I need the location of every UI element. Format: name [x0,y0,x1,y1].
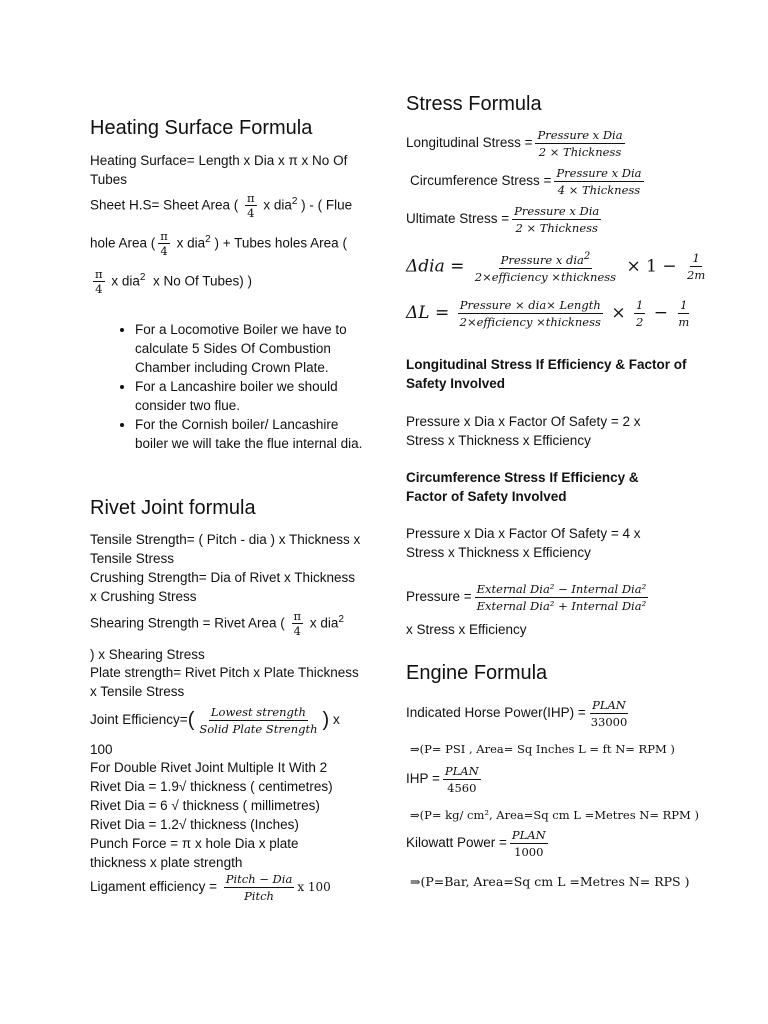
rivet-joint-title: Rivet Joint formula [90,497,256,519]
sheet-hs-prefix: Sheet H.S= Sheet Area ( [90,197,239,213]
plate-strength: Plate strength= Rivet Pitch x Plate Thickness x Tensile Stress [90,665,359,699]
kilowatt-fraction: $\frac{\text{PLAN}}{1000}$ [511,828,546,859]
ihp-metric-fraction: $\frac{\text{PLAN}}{4560}$ [444,764,479,795]
heating-surface-title: Heating Surface Formula [90,117,313,139]
shearing-strength-suffix: ) x Shearing Stress [90,647,205,662]
kilowatt-units-note: ⇒(P=Bar, Area=Sq cm L =Metres N= RPS ) [410,874,690,889]
pressure-fraction: $\frac{\text{External Dia² − Internal Dia²}}{\text{External Dia² + Internal Dia²}}$ [476,582,647,613]
pi-over-4-fraction: $\frac{\pi}{4}$ [246,191,255,221]
one-over-2m-fraction: $\frac{1}{2m}$ [687,251,706,283]
tensile-strength: Tensile Strength= ( Pitch - dia ) x Thickness x Tensile Stress [90,532,361,566]
longitudinal-stress-line: Longitudinal Stress = $\frac{\text{Pressure x Dia}}{\text{2 × Thickness}}$ [406,128,623,159]
hole-area-line: hole Area ( $\frac{\pi}{4}$ x dia$^2$ ) + Tubes holes Area ( [90,229,347,259]
punch-force: Punch Force = π x hole Dia x plate thickness x plate strength [90,836,299,870]
longitudinal-efficiency-formula: Pressure x Dia x Factor Of Safety = 2 x Stress x Thickness x Efficiency [406,414,641,448]
pi-over-4-fraction: $\frac{\pi}{4}$ [95,267,103,297]
pressure-suffix: x Stress x Efficiency [406,622,527,637]
ultimate-stress-fraction: $\frac{\text{Pressure x Dia}}{\text{2 × Thickness}}$ [514,204,600,235]
joint-efficiency-multiplier: 100 [90,742,113,757]
rivet-dia-mm: Rivet Dia = 6 √ thickness ( millimetres) [90,798,320,813]
circumference-efficiency-heading: Circumference Stress If Efficiency & Factor of Safety Involved [406,470,639,504]
circumference-stress-fraction: $\frac{\text{Pressure x Dia}}{\text{4 × Thickness}}$ [556,166,642,197]
sheet-hs-line: Sheet H.S= Sheet Area ( $\frac{\pi}{4}$ x dia$^2$ ) - ( Flue [90,191,353,221]
ligament-fraction: $\frac{\text{Pitch − Dia}}{\text{Pitch}}$ [225,872,293,903]
ihp-fraction: $\frac{\text{PLAN}}{33000}$ [590,698,628,729]
joint-efficiency-fraction: $\frac{\text{Lowest strength}}{\text{Solid Plate Strength}}$ [199,705,318,736]
ultimate-stress-line: Ultimate Stress = $\frac{\text{Pressure x Dia}}{\text{2 × Thickness}}$ [406,204,600,235]
pressure-line: Pressure = $\frac{\text{External Dia² − Internal Dia²}}{\text{External Dia² + Internal Dia²}}$ [406,582,647,613]
rivet-dia-cm: Rivet Dia = 1.9√ thickness ( centimetres) [90,779,333,794]
circumference-efficiency-formula: Pressure x Dia x Factor Of Safety = 4 x Stress x Thickness x Efficiency [406,526,641,560]
tubes-line: $\frac{\pi}{4}$ x dia$^2$ x No Of Tubes) ) [95,267,252,297]
delta-length-formula: ΔL = $\frac{\text{Pressure × dia× Length}}{\text{2×efficiency ×thickness}}$ × $\frac{1}{2}$ − $\frac{1}{m}$ [406,298,690,329]
crushing-strength: Crushing Strength= Dia of Rivet x Thickness x Crushing Stress [90,570,355,604]
one-half-fraction: $\frac{1}{2}$ [635,298,644,329]
list-item: • For a Locomotive Boiler we have to calculate 5 Sides Of Combustion Chamber including Crown Plate. [135,320,375,377]
shearing-strength-line: Shearing Strength = Rivet Area ( $\frac{\pi}{4}$ x dia$^2$ [90,609,344,639]
kilowatt-power-line: Kilowatt Power = $\frac{\text{PLAN}}{1000}$ [406,828,546,859]
delta-dia-formula: Δdia = $\frac{Pressure x dia^2}{\text{2×efficiency ×thickness}}$ × 1 − $\frac{1}{2m}$ [406,251,706,284]
engine-formula-title: Engine Formula [406,662,548,684]
list-item: • For a Lancashire boiler we should consider two flue. [135,377,375,415]
boiler-notes-list [90,320,375,453]
delta-dia-fraction: $\frac{Pressure x dia^2}{\text{2×efficiency ×thickness}}$ [474,251,617,284]
pi-over-4-fraction: $\frac{\pi}{4}$ [293,609,302,639]
stress-formula-title: Stress Formula [406,93,542,115]
longitudinal-stress-fraction: $\frac{\text{Pressure x Dia}}{\text{2 × Thickness}}$ [537,128,623,159]
double-rivet-note: For Double Rivet Joint Multiple It With 2 [90,760,328,775]
list-item: • For the Cornish boiler/ Lancashire boiler we will take the flue internal dia. [135,415,375,453]
rivet-dia-in: Rivet Dia = 1.2√ thickness (Inches) [90,817,299,832]
delta-length-fraction: $\frac{\text{Pressure × dia× Length}}{\text{2×efficiency ×thickness}}$ [459,298,601,329]
ihp-line: Indicated Horse Power(IHP) = $\frac{\text{PLAN}}{33000}$ [406,698,628,729]
circumference-stress-line: Circumference Stress = $\frac{\text{Pressure x Dia}}{\text{4 × Thickness}}$ [410,166,642,197]
heating-surface-line: Heating Surface= Length x Dia x π x No Of Tubes [90,153,348,187]
ihp-metric-line: IHP = $\frac{\text{PLAN}}{4560}$ [406,764,479,795]
ihp-metric-units-note: ⇒(P= kg/ cm², Area=Sq cm L =Metres N= RPM ) [410,808,699,822]
ihp-units-note: ⇒(P= PSI , Area= Sq Inches L = ft N= RPM ) [410,742,675,756]
joint-efficiency-line: Joint Efficiency=( $\frac{\text{Lowest strength}}{\text{Solid Plate Strength}}$ ) x [90,705,340,736]
longitudinal-efficiency-heading: Longitudinal Stress If Efficiency & Factor of Safety Involved [406,357,687,391]
one-over-m-fraction: $\frac{1}{m}$ [678,298,690,329]
ligament-efficiency-line: Ligament efficiency = $\frac{\text{Pitch − Dia}}{\text{Pitch}}$ x 100 [90,872,331,903]
pi-over-4-fraction: $\frac{\pi}{4}$ [160,229,168,259]
